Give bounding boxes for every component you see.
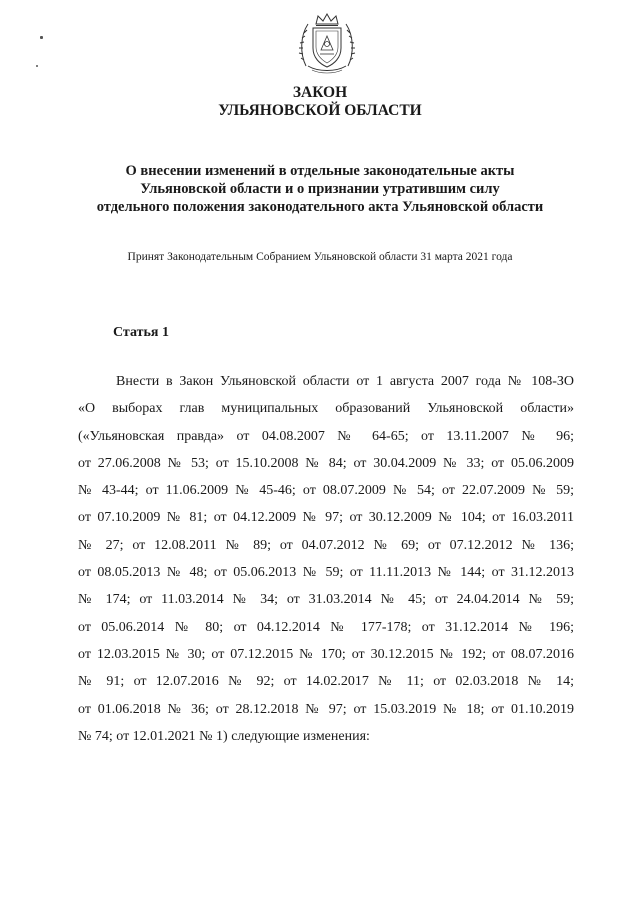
article-line: от 01.06.2018 № 36; от 28.12.2018 № 97; от 15.03.2019 № 18; от 01.10.2019 bbox=[78, 701, 574, 717]
scan-speck bbox=[36, 65, 38, 67]
article-line: № 27; от 12.08.2011 № 89; от 04.07.2012 № 69; от 07.12.2012 № 136; bbox=[78, 537, 574, 553]
article-line: «О выборах глав муниципальных образований Ульяновской области» bbox=[78, 401, 574, 417]
law-subject bbox=[0, 162, 640, 216]
article-line: № 91; от 12.07.2016 № 92; от 14.02.2017 № 11; от 02.03.2018 № 14; bbox=[78, 674, 574, 690]
article-line: Внести в Закон Ульяновской области от 1 августа 2007 года № 108-ЗО bbox=[116, 374, 574, 389]
law-title bbox=[0, 84, 640, 120]
law-subject-line3: отдельного положения законодательного акта Ульяновской области bbox=[96, 199, 544, 215]
article-line: от 05.06.2014 № 80; от 04.12.2014 № 177-178; от 31.12.2014 № 196; bbox=[78, 619, 574, 635]
law-title-line1: ЗАКОН bbox=[292, 84, 348, 101]
article-line: от 12.03.2015 № 30; от 07.12.2015 № 170; от 30.12.2015 № 192; от 08.07.2016 bbox=[78, 646, 574, 662]
article-body bbox=[78, 368, 574, 750]
article-line: от 07.10.2009 № 81; от 04.12.2009 № 97; от 30.12.2009 № 104; от 16.03.2011 bbox=[78, 510, 574, 526]
article-line: № 74; от 12.01.2021 № 1) следующие изменения: bbox=[78, 728, 370, 744]
law-title-line2: УЛЬЯНОВСКОЙ ОБЛАСТИ bbox=[218, 102, 422, 119]
article-line: («Ульяновская правда» от 04.08.2007 № 64-65; от 13.11.2007 № 96; bbox=[78, 428, 574, 444]
article-heading: Статья 1 bbox=[113, 325, 169, 340]
adoption-note: Принят Законодательным Собранием Ульяновской области 31 марта 2021 года bbox=[127, 251, 513, 263]
law-subject-line2: Ульяновской области и о признании утратившим силу bbox=[140, 181, 500, 197]
article-line: от 08.05.2013 № 48; от 05.06.2013 № 59; от 11.11.2013 № 144; от 31.12.2013 bbox=[78, 565, 574, 581]
article-line: № 43-44; от 11.06.2009 № 45-46; от 08.07.2009 № 54; от 22.07.2009 № 59; bbox=[78, 483, 574, 499]
article-line: от 27.06.2008 № 53; от 15.10.2008 № 84; от 30.04.2009 № 33; от 05.06.2009 bbox=[78, 455, 574, 471]
coat-of-arms-icon bbox=[296, 10, 358, 76]
article-line: № 174; от 11.03.2014 № 34; от 31.03.2014 № 45; от 24.04.2014 № 59; bbox=[78, 592, 574, 608]
scan-speck bbox=[40, 36, 43, 39]
law-subject-line1: О внесении изменений в отдельные законодательные акты bbox=[125, 163, 515, 179]
